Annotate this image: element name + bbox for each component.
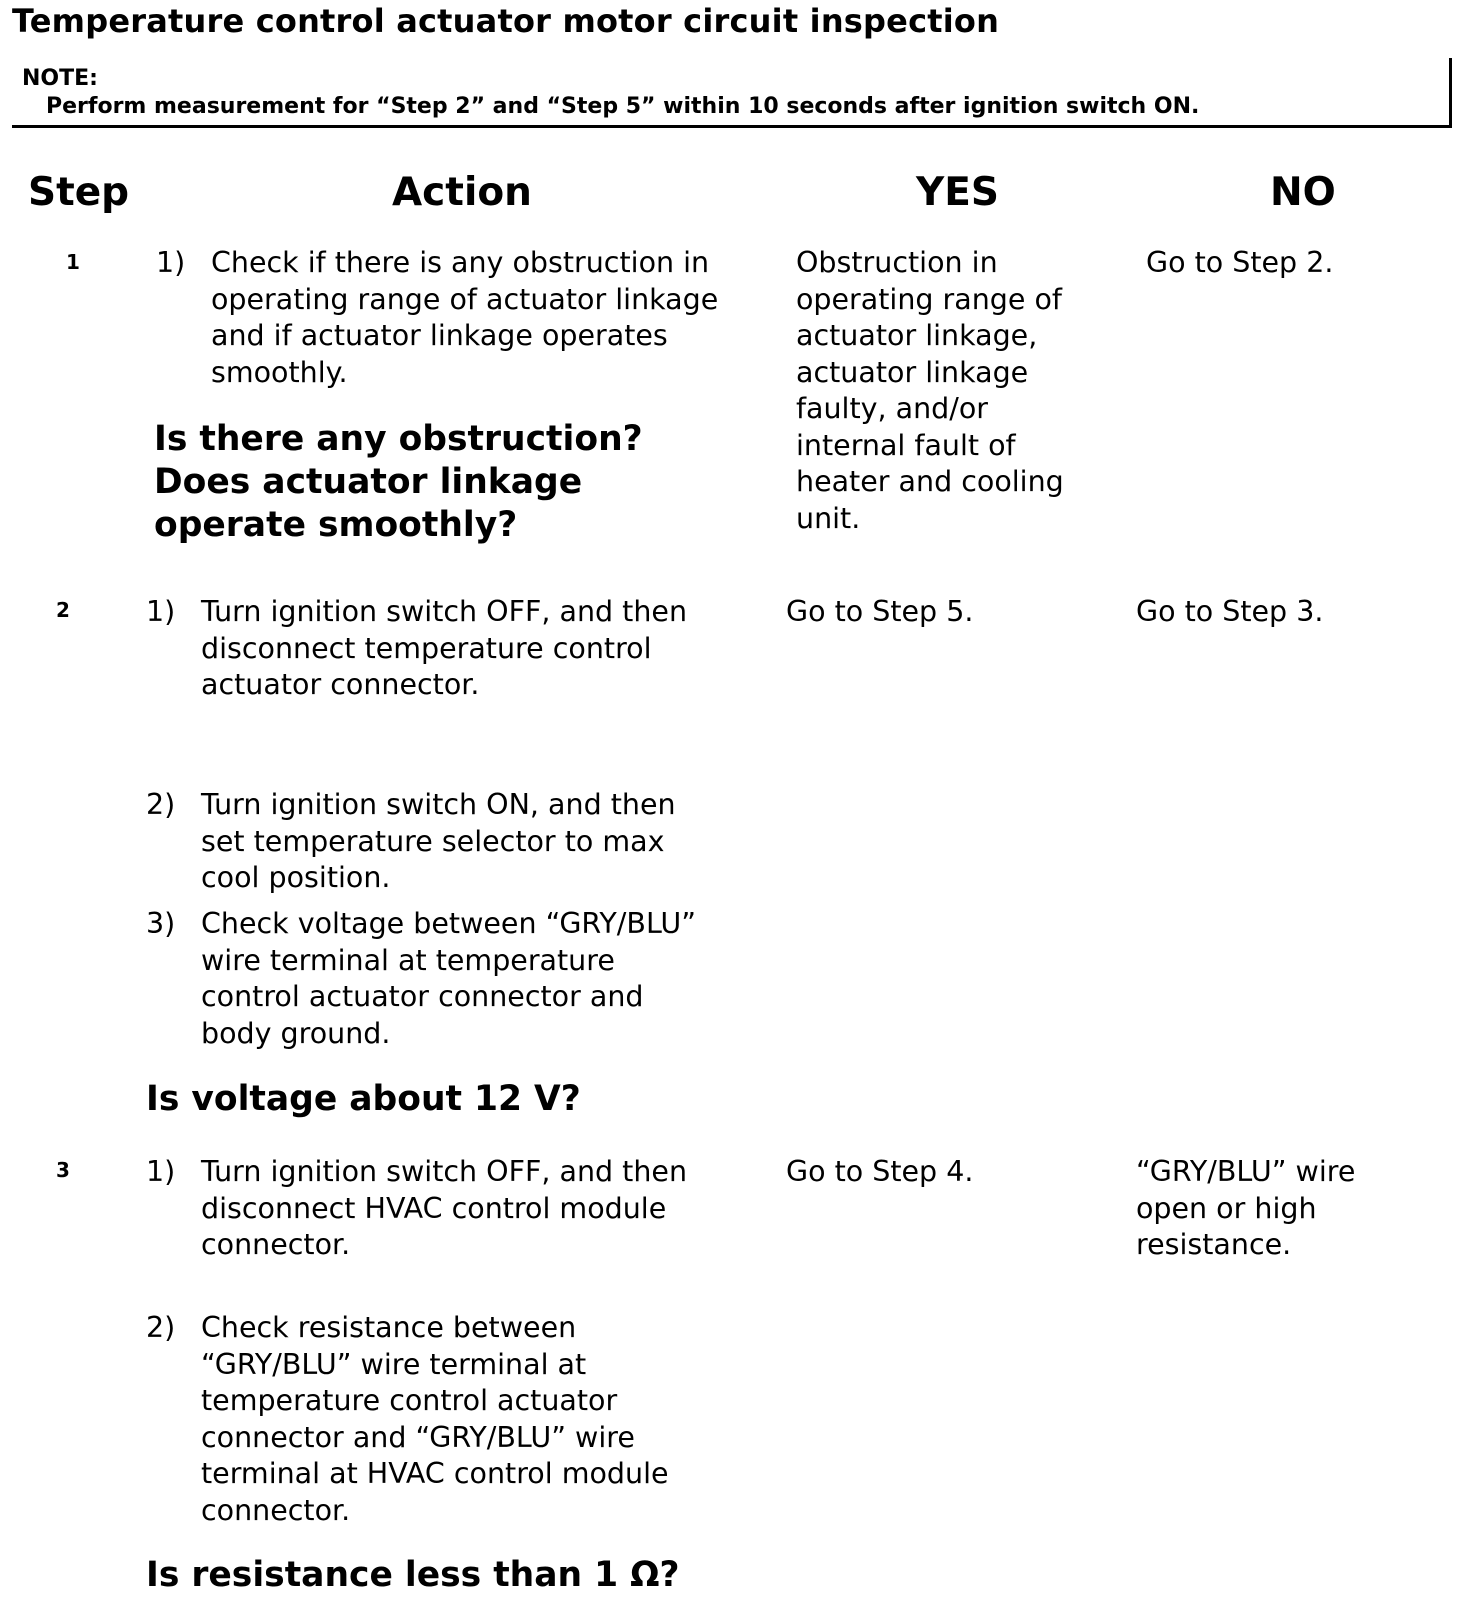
no-result: “GRY/BLU” wire open or high resistance. [1136,1155,1356,1261]
action-item-text: Turn ignition switch ON, and then set temperature selector to max cool position. [201,788,676,894]
step-question: Is voltage about 12 V? [146,1079,581,1119]
header-action: Action [392,170,532,215]
header-no: NO [1270,170,1336,215]
action-item-number: 3) [146,907,176,940]
no-result: Go to Step 2. [1146,246,1334,279]
step-question: Is resistance less than 1 Ω? [146,1555,680,1595]
step-question: Is there any obstruction? Does actuator linkage operate smoothly? [154,419,643,545]
step-number: 2 [56,598,70,622]
page-title: Temperature control actuator motor circuit inspection [12,2,1000,40]
action-item-text: Check if there is any obstruction in operating range of actuator linkage and if actuator linkage operates smoothly. [211,246,719,389]
action-item-number: 2) [146,788,176,821]
action-item-text: Check resistance between “GRY/BLU” wire terminal at temperature control actuator connector and “GRY/BLU” wire terminal at HVAC control module connector. [201,1311,669,1527]
action-item-number: 1) [156,246,186,279]
note-label: NOTE: [22,66,98,91]
step-number: 3 [56,1158,70,1182]
note-box [12,58,1452,128]
no-result: Go to Step 3. [1136,595,1324,628]
action-item-text: Turn ignition switch OFF, and then disconnect temperature control actuator connector. [201,595,688,701]
note-text: Perform measurement for “Step 2” and “Step 5” within 10 seconds after ignition switch ON. [46,94,1200,119]
action-item-text: Turn ignition switch OFF, and then disconnect HVAC control module connector. [201,1155,688,1261]
yes-result: Go to Step 5. [786,595,974,628]
step-number: 1 [66,250,80,274]
action-item-number: 1) [146,1155,176,1188]
header-step: Step [28,170,130,215]
action-item-number: 2) [146,1311,176,1344]
yes-result: Go to Step 4. [786,1155,974,1188]
yes-result: Obstruction in operating range of actuator linkage, actuator linkage faulty, and/or internal fault of heater and cooling unit. [796,246,1064,535]
header-yes: YES [916,170,999,215]
action-item-number: 1) [146,595,176,628]
action-item-text: Check voltage between “GRY/BLU” wire terminal at temperature control actuator connector and body ground. [201,907,697,1050]
